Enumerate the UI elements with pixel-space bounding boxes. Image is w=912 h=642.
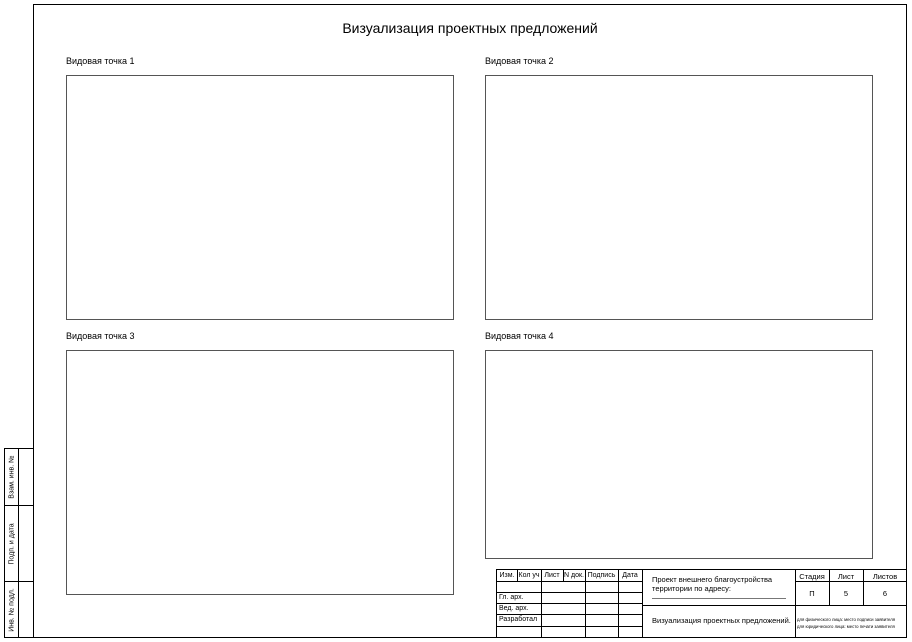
stamp-header-podpis: Подпись: [587, 572, 616, 579]
side-label-vzam-inv: Взам. инв. №: [8, 455, 15, 499]
viewpoint-2-label: Видовая точка 2: [485, 56, 554, 66]
viewpoint-1-label: Видовая точка 1: [66, 56, 135, 66]
viewpoint-2-image-frame: [485, 75, 873, 320]
stamp-row-ved-arh: Вед. арх.: [499, 605, 529, 612]
side-strip: [4, 448, 33, 638]
title-block: [496, 569, 907, 638]
stamp-row-razrabotal: Разработал: [499, 616, 538, 623]
stamp-header-data: Дата: [622, 572, 638, 579]
viewpoint-4-image-frame: [485, 350, 873, 559]
stamp-list-label: Лист: [837, 572, 855, 581]
stamp-note-line-1: для физического лица: место подписи заявителя: [797, 617, 896, 622]
side-cell-inv-podl: [5, 582, 33, 638]
viewpoint-4-label: Видовая точка 4: [485, 331, 554, 341]
stamp-row-gl-arh: Гл. арх.: [499, 594, 524, 601]
stamp-note-line-2: для юридического лица: место печати заявителя: [797, 624, 895, 629]
stamp-header-list: Лист: [544, 572, 560, 579]
stamp-header-n-dok: N док.: [564, 572, 584, 579]
viewpoint-3-label: Видовая точка 3: [66, 331, 135, 341]
side-label-podp-data: Подп. и дата: [8, 522, 15, 565]
stamp-header-kol-uch: Кол уч: [518, 572, 540, 579]
stamp-project-line-2: территории по адресу:: [652, 584, 731, 593]
stamp-stadiya-label: Стадия: [799, 572, 825, 581]
page-title: Визуализация проектных предложений: [342, 20, 598, 36]
side-cell-podp-data: [5, 506, 33, 582]
stamp-listov-value: 6: [882, 589, 888, 598]
stamp-project-line-1: Проект внешнего благоустройства: [652, 575, 773, 584]
stamp-listov-label: Листов: [872, 572, 898, 581]
side-cell-vzam-inv: [5, 449, 33, 506]
stamp-header-izm: Изм.: [499, 572, 515, 579]
stamp-list-value: 5: [843, 589, 849, 598]
stamp-sheet-title: Визуализация проектных предложений.: [652, 616, 791, 625]
viewpoint-1-image-frame: [66, 75, 454, 320]
viewpoint-3-image-frame: [66, 350, 454, 595]
stamp-stadiya-value: П: [809, 589, 815, 598]
side-label-inv-podl: Инв. № подл.: [8, 588, 15, 632]
